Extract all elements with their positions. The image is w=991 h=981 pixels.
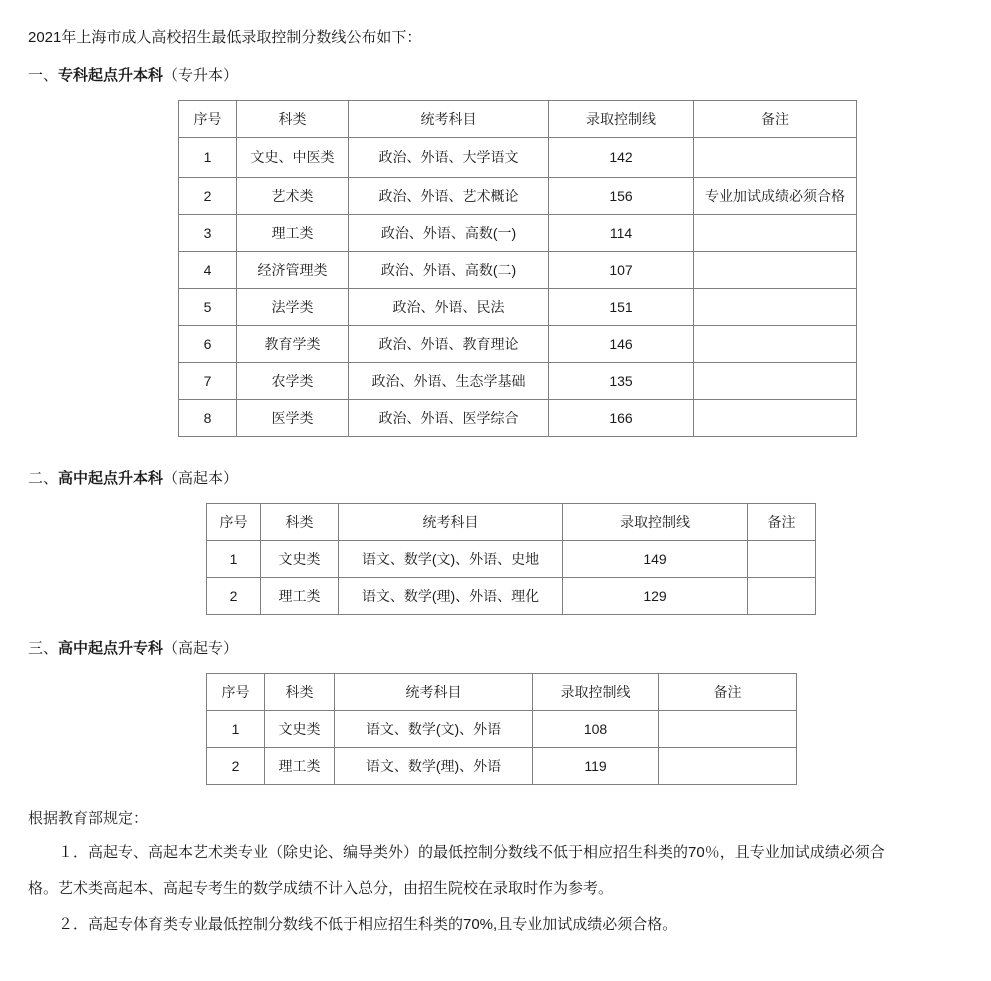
- cell-category: 文史、中医类: [237, 138, 349, 178]
- cell-index: 3: [179, 215, 237, 252]
- section-1-title: 专科起点升本科: [58, 67, 164, 84]
- cell-category: 理工类: [265, 748, 335, 785]
- section-2-prefix: 二、: [28, 470, 59, 487]
- cell-score: 151: [549, 289, 694, 326]
- table-1-head: [179, 101, 857, 138]
- cell-score: 129: [563, 578, 748, 615]
- cell-score: 166: [549, 400, 694, 437]
- cell-remark: [694, 289, 857, 326]
- table-row: [179, 289, 857, 326]
- cell-category: 教育学类: [237, 326, 349, 363]
- cell-subjects: 语文、数学(理)、外语: [335, 748, 533, 785]
- table-1-header-2: 统考科目: [349, 101, 549, 138]
- table-1-header-1: 科类: [237, 101, 349, 138]
- section-2-suffix: （高起本）: [163, 470, 239, 487]
- section-1-prefix: 一、: [28, 67, 59, 84]
- table-1-header-0: 序号: [179, 101, 237, 138]
- cell-index: 2: [179, 178, 237, 215]
- table-2-header-2: 统考科目: [339, 504, 563, 541]
- cell-score: 107: [549, 252, 694, 289]
- table-3-header-2: 统考科目: [335, 674, 533, 711]
- cell-index: 6: [179, 326, 237, 363]
- section-3-suffix: （高起专）: [163, 640, 239, 657]
- cell-subjects: 政治、外语、高数(二): [349, 252, 549, 289]
- table-row: [179, 178, 857, 215]
- note-item-1: １．高起专、高起本艺术类专业（除史论、编导类外）的最低控制分数线不低于相应招生科类的70％，且专业加试成绩必须合: [58, 844, 885, 861]
- cell-remark: [694, 215, 857, 252]
- cell-remark: [694, 400, 857, 437]
- cell-score: 149: [563, 541, 748, 578]
- cell-subjects: 政治、外语、高数(一): [349, 215, 549, 252]
- cell-category: 理工类: [261, 578, 339, 615]
- spacer-after-table-2: [28, 615, 963, 637]
- cell-remark: [748, 578, 816, 615]
- cell-category: 艺术类: [237, 178, 349, 215]
- notes-title: 根据教育部规定：: [28, 810, 149, 827]
- section-heading-2: [28, 467, 963, 491]
- table-1-header-4: 备注: [694, 101, 857, 138]
- cell-index: 1: [207, 541, 261, 578]
- table-3-header-3: 录取控制线: [533, 674, 659, 711]
- table-row: [207, 578, 816, 615]
- table-row: [179, 252, 857, 289]
- table-2-header-1: 科类: [261, 504, 339, 541]
- table-row: [207, 711, 797, 748]
- cell-subjects: 语文、数学(文)、外语、史地: [339, 541, 563, 578]
- cell-subjects: 政治、外语、民法: [349, 289, 549, 326]
- cell-category: 医学类: [237, 400, 349, 437]
- table-row: [179, 215, 857, 252]
- cell-score: 108: [533, 711, 659, 748]
- cell-index: 1: [207, 711, 265, 748]
- table-2-header-4: 备注: [748, 504, 816, 541]
- cell-category: 农学类: [237, 363, 349, 400]
- section-heading-1: [28, 64, 963, 88]
- table-3-head: [207, 674, 797, 711]
- table-2-head: [207, 504, 816, 541]
- cell-index: 8: [179, 400, 237, 437]
- cell-subjects: 政治、外语、医学综合: [349, 400, 549, 437]
- note-item-2: ２．高起专体育类专业最低控制分数线不低于相应招生科类的70%,且专业加试成绩必须合格。: [58, 915, 678, 933]
- cell-remark: [694, 138, 857, 178]
- table-3-header-1: 科类: [265, 674, 335, 711]
- section-heading-3: [28, 637, 963, 661]
- cell-subjects: 政治、外语、生态学基础: [349, 363, 549, 400]
- table-header-row: [207, 504, 816, 541]
- cell-remark: [694, 363, 857, 400]
- intro-paragraph: 2021年上海市成人高校招生最低录取控制分数线公布如下：: [28, 29, 422, 46]
- cell-subjects: 政治、外语、艺术概论: [349, 178, 549, 215]
- cell-subjects: 语文、数学(文)、外语: [335, 711, 533, 748]
- cell-score: 142: [549, 138, 694, 178]
- cell-remark: 专业加试成绩必须合格: [694, 178, 857, 215]
- section-1-suffix: （专升本）: [163, 67, 239, 84]
- table-2-body: [207, 541, 816, 615]
- section-2-title: 高中起点升本科: [58, 470, 164, 487]
- cell-remark: [694, 252, 857, 289]
- table-row: [179, 400, 857, 437]
- cell-category: 经济管理类: [237, 252, 349, 289]
- score-table-gaoqizhuan: [206, 673, 797, 785]
- table-row: [179, 363, 857, 400]
- section-3-prefix: 三、: [28, 640, 59, 657]
- cell-index: 1: [179, 138, 237, 178]
- table-row: [179, 326, 857, 363]
- cell-score: 119: [533, 748, 659, 785]
- cell-score: 156: [549, 178, 694, 215]
- cell-category: 文史类: [265, 711, 335, 748]
- cell-index: 5: [179, 289, 237, 326]
- table-1-body: [179, 138, 857, 437]
- cell-category: 理工类: [237, 215, 349, 252]
- table-1-header-3: 录取控制线: [549, 101, 694, 138]
- cell-subjects: 政治、外语、教育理论: [349, 326, 549, 363]
- cell-category: 文史类: [261, 541, 339, 578]
- table-row: [179, 138, 857, 178]
- note-item-1-continued: 格。艺术类高起本、高起专考生的数学成绩不计入总分，由招生院校在录取时作为参考。: [28, 879, 614, 897]
- table-header-row: [179, 101, 857, 138]
- table-2-header-3: 录取控制线: [563, 504, 748, 541]
- cell-subjects: 政治、外语、大学语文: [349, 138, 549, 178]
- table-wrap-2: [28, 503, 963, 615]
- cell-score: 135: [549, 363, 694, 400]
- cell-remark: [694, 326, 857, 363]
- cell-index: 2: [207, 578, 261, 615]
- table-3-header-4: 备注: [659, 674, 797, 711]
- cell-category: 法学类: [237, 289, 349, 326]
- table-row: [207, 748, 797, 785]
- table-2-header-0: 序号: [207, 504, 261, 541]
- table-row: [207, 541, 816, 578]
- cell-index: 4: [179, 252, 237, 289]
- cell-index: 7: [179, 363, 237, 400]
- cell-index: 2: [207, 748, 265, 785]
- cell-remark: [748, 541, 816, 578]
- spacer-after-table-1: [28, 437, 963, 467]
- section-3-title: 高中起点升专科: [58, 640, 164, 657]
- table-3-body: [207, 711, 797, 785]
- cell-remark: [659, 748, 797, 785]
- table-wrap-3: [28, 673, 963, 785]
- score-table-zhuanshengben: [178, 100, 857, 437]
- table-header-row: [207, 674, 797, 711]
- cell-score: 146: [549, 326, 694, 363]
- table-3-header-0: 序号: [207, 674, 265, 711]
- table-wrap-1: [28, 100, 963, 437]
- cell-subjects: 语文、数学(理)、外语、理化: [339, 578, 563, 615]
- cell-score: 114: [549, 215, 694, 252]
- cell-remark: [659, 711, 797, 748]
- score-table-gaoqiben: [206, 503, 816, 615]
